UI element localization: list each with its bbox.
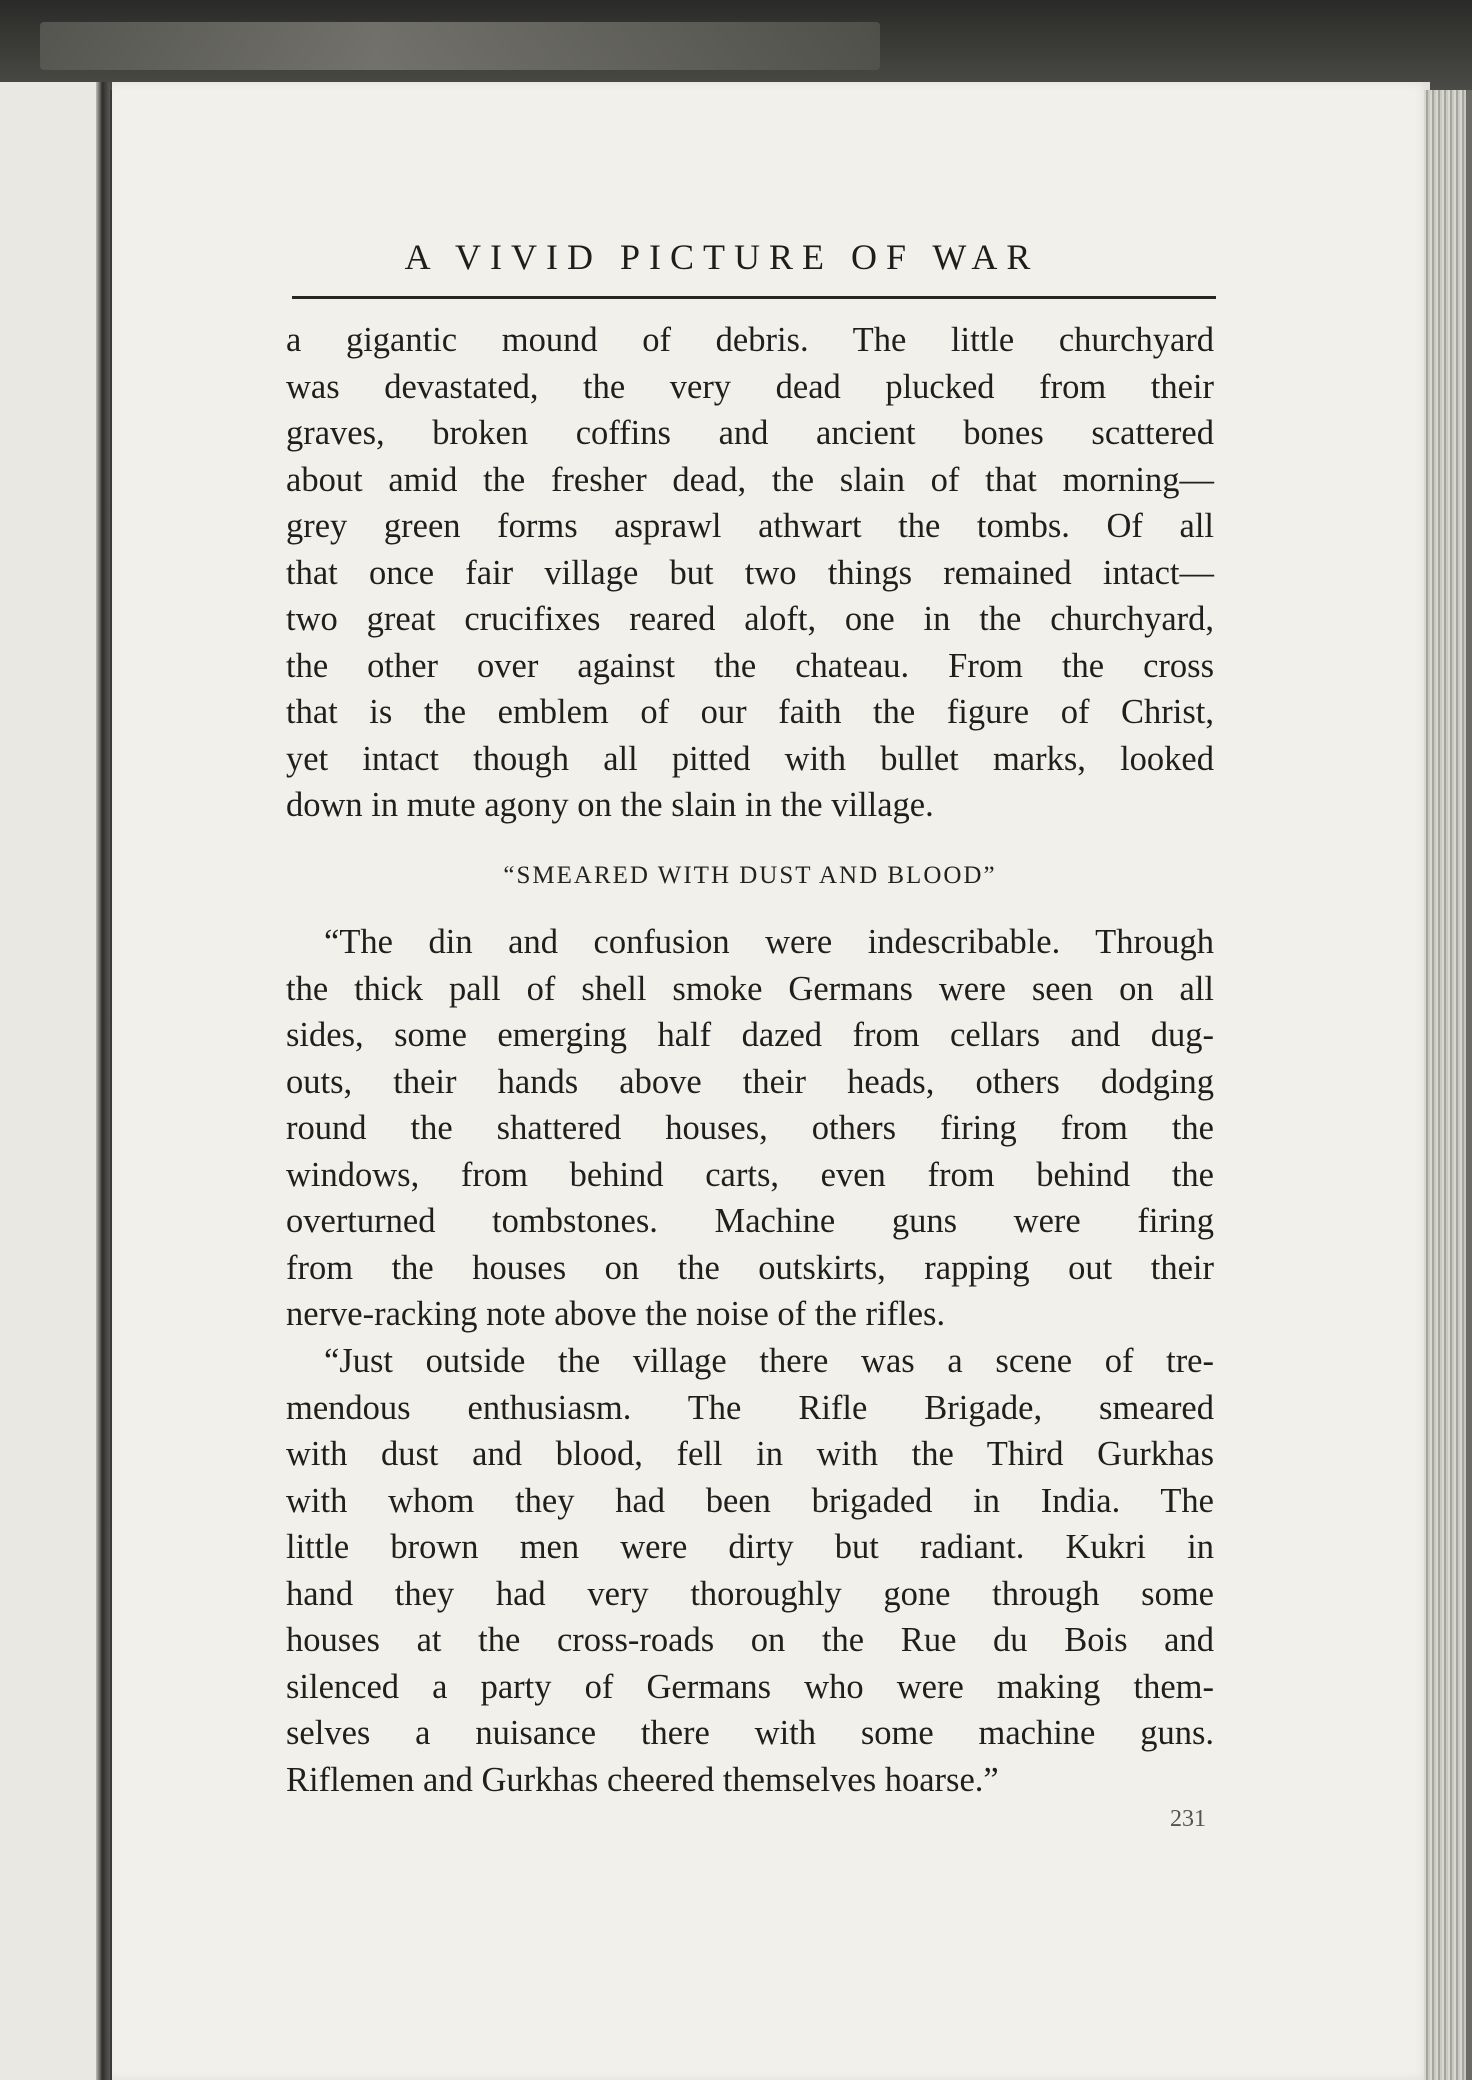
text-line: down in mute agony on the slain in the village. <box>286 786 934 824</box>
paragraph-2 <box>286 919 1214 1338</box>
book-binding-shadow <box>40 22 880 70</box>
text-line: windows, from behind carts, even from behind the <box>286 1155 1214 1194</box>
running-head: A VIVID PICTURE OF WAR <box>404 237 1040 277</box>
paragraph-3 <box>286 1338 1214 1803</box>
text-line: “The din and confusion were indescribable. Through <box>324 923 1214 961</box>
text-line: silenced a party of Germans who were making them- <box>286 1667 1214 1706</box>
text-line: about amid the fresher dead, the slain of that morning— <box>286 460 1214 499</box>
text-line: grey green forms asprawl athwart the tombs. Of all <box>286 507 1214 545</box>
text-line: with dust and blood, fell in with the Third Gurkhas <box>286 1435 1214 1473</box>
text-line: the thick pall of shell smoke Germans were seen on all <box>286 969 1214 1008</box>
text-line: that is the emblem of our faith the figure of Christ, <box>286 693 1214 731</box>
text-line: houses at the cross-roads on the Rue du Bois and <box>286 1621 1214 1659</box>
text-line: two great crucifixes reared aloft, one in the churchyard, <box>286 600 1214 638</box>
section-subheading: “SMEARED WITH DUST AND BLOOD” <box>503 862 997 889</box>
text-line: Riflemen and Gurkhas cheered themselves hoarse.” <box>286 1760 999 1799</box>
text-line: graves, broken coffins and ancient bones scattered <box>286 414 1214 452</box>
text-line: with whom they had been brigaded in India. The <box>286 1481 1214 1520</box>
text-line: nerve-racking note above the noise of the rifles. <box>286 1295 946 1333</box>
text-line: “Just outside the village there was a scene of tre- <box>324 1342 1214 1380</box>
text-line: that once fair village but two things remained intact— <box>286 553 1214 592</box>
text-line: hand they had very thoroughly gone through some <box>286 1574 1214 1613</box>
text-line: round the shattered houses, others firing from the <box>286 1109 1214 1147</box>
text-line: from the houses on the outskirts, rapping out their <box>286 1248 1214 1287</box>
text-line: yet intact though all pitted with bullet marks, looked <box>286 739 1214 778</box>
text-line: selves a nuisance there with some machine guns. <box>286 1714 1214 1752</box>
gutter-shadow <box>96 82 110 2080</box>
page-stack-edge <box>1424 90 1472 2080</box>
text-line: outs, their hands above their heads, others dodging <box>286 1062 1214 1101</box>
page-number: 231 <box>1170 1806 1206 1832</box>
text-line: mendous enthusiasm. The Rifle Brigade, smeared <box>286 1388 1214 1427</box>
text-line: the other over against the chateau. From the cross <box>286 646 1214 685</box>
text-line: was devastated, the very dead plucked from their <box>286 367 1214 406</box>
text-line: overturned tombstones. Machine guns were firing <box>286 1202 1214 1240</box>
page-stack-shadow <box>1466 90 1472 2080</box>
facing-page-edge <box>0 82 104 2080</box>
text-line: a gigantic mound of debris. The little churchyard <box>286 321 1214 359</box>
text-line: little brown men were dirty but radiant. Kukri in <box>286 1528 1214 1566</box>
paragraph-1 <box>286 317 1214 829</box>
header-rule <box>292 296 1216 299</box>
text-line: sides, some emerging half dazed from cellars and dug- <box>286 1016 1214 1054</box>
